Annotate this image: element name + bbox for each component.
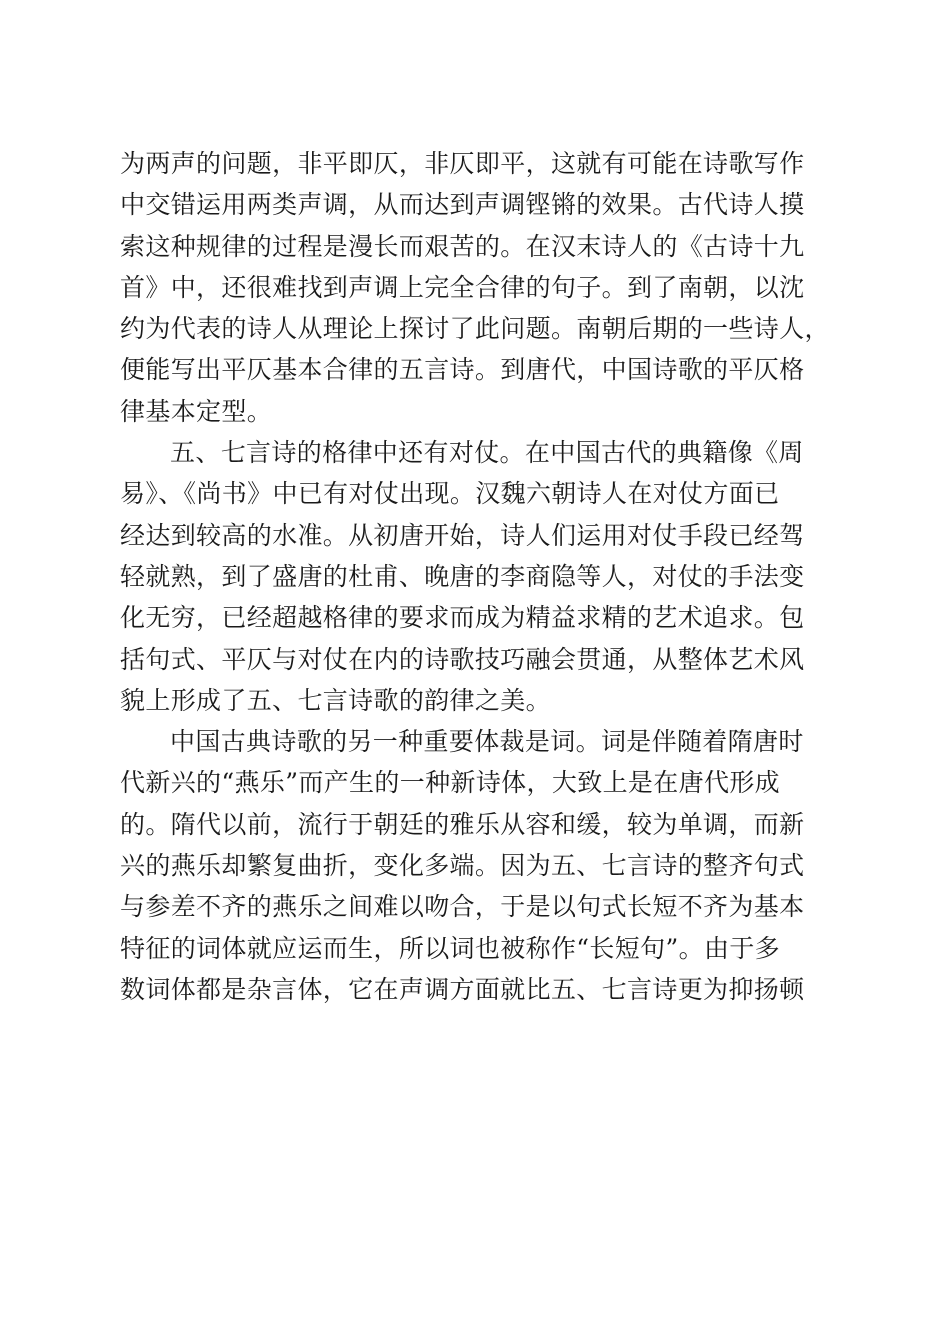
text-line: 化无穷，已经超越格律的要求而成为精益求精的艺术追求。包 bbox=[120, 603, 805, 633]
text-line: 的。隋代以前，流行于朝廷的雅乐从容和缓，较为单调，而新 bbox=[120, 809, 805, 839]
text-line: 首》中，还很难找到声调上完全合律的句子。到了南朝，以沈 bbox=[120, 272, 805, 302]
paragraph-start-line: 中国古典诗歌的另一种重要体裁是词。词是伴随着隋唐时 bbox=[170, 727, 804, 757]
text-line: 貌上形成了五、七言诗歌的韵律之美。 bbox=[120, 685, 551, 715]
text-line: 律基本定型。 bbox=[120, 396, 273, 426]
text-line: 中交错运用两类声调，从而达到声调铿锵的效果。古代诗人摸 bbox=[120, 190, 805, 220]
text-line: 与参差不齐的燕乐之间难以吻合，于是以句式长短不齐为基本 bbox=[120, 892, 805, 922]
paragraph-start-line: 五、七言诗的格律中还有对仗。在中国古代的典籍像《周 bbox=[170, 438, 804, 468]
body-text bbox=[120, 143, 832, 1010]
text-line: 便能写出平仄基本合律的五言诗。到唐代，中国诗歌的平仄格 bbox=[120, 355, 805, 385]
text-line: 数词体都是杂言体，它在声调方面就比五、七言诗更为抑扬顿 bbox=[120, 974, 805, 1004]
text-line: 括句式、平仄与对仗在内的诗歌技巧融会贯通，从整体艺术风 bbox=[120, 644, 805, 674]
text-line: 特征的词体就应运而生，所以词也被称作“长短句”。由于多 bbox=[120, 933, 781, 963]
text-line: 代新兴的“燕乐”而产生的一种新诗体，大致上是在唐代形成 bbox=[120, 768, 781, 798]
text-line: 为两声的问题，非平即仄，非仄即平，这就有可能在诗歌写作 bbox=[120, 149, 805, 178]
text-line: 易》、《尚书》中已有对仗出现。汉魏六朝诗人在对仗方面已 bbox=[120, 479, 780, 509]
text-line: 轻就熟，到了盛唐的杜甫、晚唐的李商隐等人，对仗的手法变 bbox=[120, 561, 805, 591]
text-line: 经达到较高的水准。从初唐开始，诗人们运用对仗手段已经驾 bbox=[120, 520, 805, 550]
text-line: 约为代表的诗人从理论上探讨了此问题。南朝后期的一些诗人， bbox=[120, 314, 830, 344]
text-line: 兴的燕乐却繁复曲折，变化多端。因为五、七言诗的整齐句式 bbox=[120, 851, 805, 881]
text-line: 索这种规律的过程是漫长而艰苦的。在汉末诗人的《古诗十九 bbox=[120, 231, 805, 261]
